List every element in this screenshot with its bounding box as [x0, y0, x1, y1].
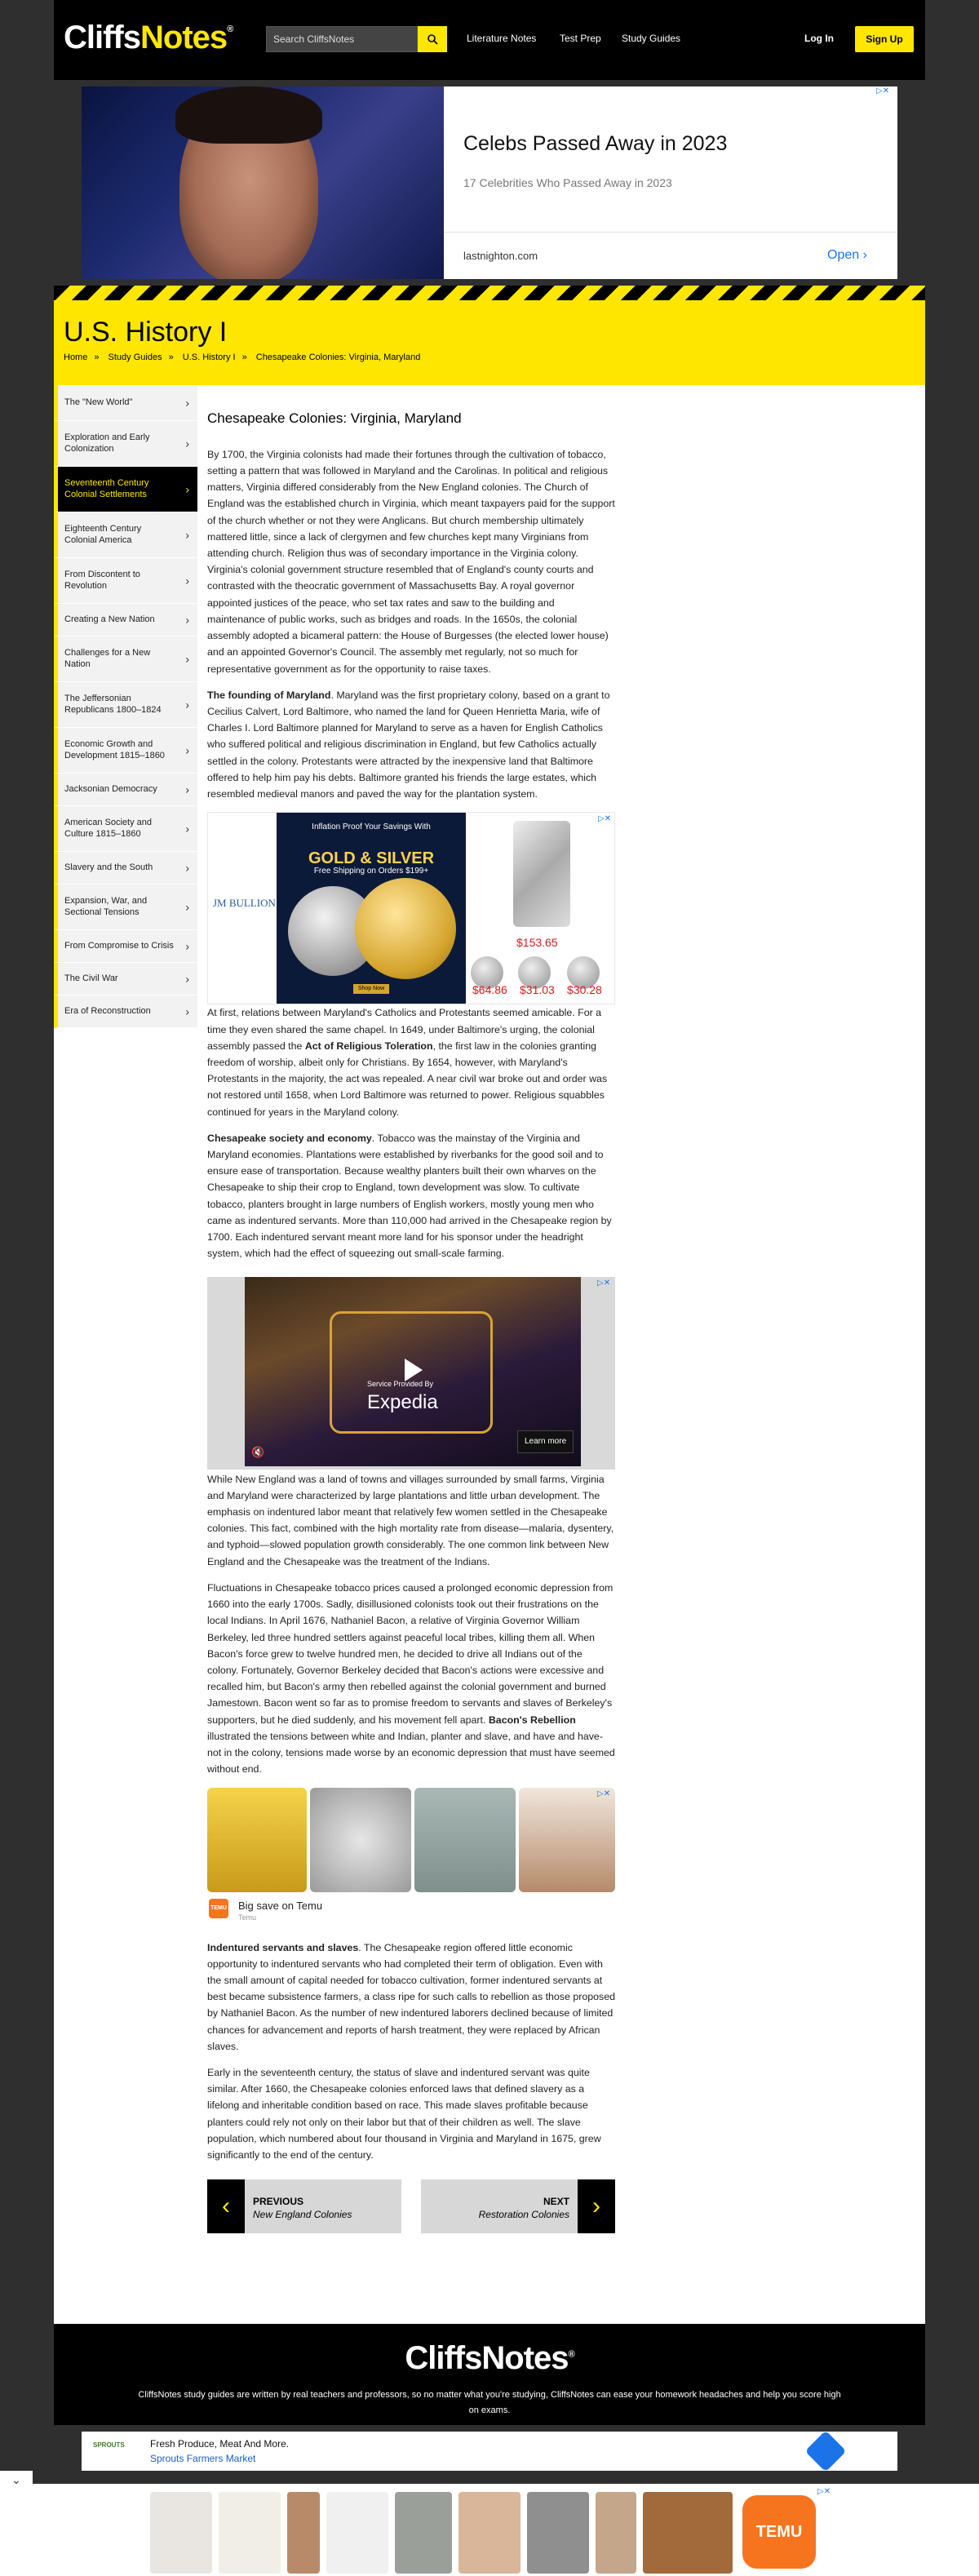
price: $64.86 — [472, 983, 507, 997]
paragraph: While New England was a land of towns and villages surrounded by small farms, Virginia and Maryland were characterized by large plantations and little urban development. The emphasis on indentured labor meant that relatively few women settled in the Chesapeake colonies. This fact, combined with the high mortality rate from disease—malaria, dysentery, and typhoid—slowed population growth considerably. The one common link between New England and the Chesapeake was the treatment of the Indians. — [207, 1473, 614, 1567]
adchoices-icon[interactable]: ▷✕ — [597, 1278, 611, 1288]
sidebar-item-jeffersonian[interactable]: The Jeffersonian Republicans 1800–1824 › — [54, 682, 197, 728]
sidebar-item-new-nation[interactable]: Creating a New Nation › — [54, 604, 197, 636]
price: $31.03 — [520, 983, 555, 997]
site-header — [54, 0, 925, 80]
sidebar-item-american-society[interactable]: American Society and Culture 1815–1860 › — [54, 806, 197, 852]
sidebar-item-expansion[interactable]: Expansion, War, and Sectional Tensions › — [54, 885, 197, 930]
sprouts-ad[interactable] — [82, 2432, 897, 2471]
nav-study-guides[interactable]: Study Guides — [622, 33, 681, 44]
sidebar-item-eighteenth-century[interactable]: Eighteenth Century Colonial America › — [54, 512, 197, 558]
chevron-right-icon: › — [185, 860, 189, 874]
site-footer — [54, 2324, 925, 2425]
ad-open-button[interactable]: Open › — [827, 248, 867, 262]
chevron-right-icon: › — [185, 436, 189, 450]
ad-subhead[interactable]: Sprouts Farmers Market — [150, 2453, 256, 2464]
ad-headline[interactable]: Fresh Produce, Meat And More. — [150, 2438, 290, 2450]
price: $30.28 — [567, 983, 602, 997]
ad-subhead: Temu — [238, 1913, 257, 1922]
chevron-right-icon: › — [185, 1004, 189, 1018]
ad-product-image[interactable] — [458, 2492, 521, 2574]
temu-ad[interactable] — [207, 1788, 615, 1940]
chevron-right-icon: › — [185, 743, 189, 756]
chevron-right-icon: › — [185, 481, 189, 495]
sidebar-item-economic-growth[interactable]: Economic Growth and Development 1815–1860 › — [54, 728, 197, 774]
sidebar-item-slavery[interactable]: Slavery and the South › — [54, 852, 197, 885]
footer-text: CliffsNotes study guides are written by real teachers and professors, so no matter what you're studying, CliffsNotes can ease your homework headaches and help you score high on exams. — [138, 2390, 841, 2415]
breadcrumb-us-history[interactable]: U.S. History I — [182, 352, 236, 362]
ad-product-image[interactable] — [519, 1788, 615, 1892]
hazard-stripe — [54, 286, 925, 300]
price: $153.65 — [516, 936, 558, 950]
ad-brand: JM BULLION — [213, 897, 276, 910]
search-input[interactable]: Search CliffsNotes — [266, 26, 418, 52]
sidebar-item-jacksonian[interactable]: Jacksonian Democracy › — [54, 774, 197, 806]
chevron-right-icon: › — [185, 899, 189, 913]
silver-bar-image — [513, 821, 570, 927]
directions-icon[interactable] — [805, 2431, 847, 2472]
ad-product-image[interactable] — [395, 2492, 452, 2574]
jm-bullion-ad[interactable] — [207, 812, 615, 1004]
adchoices-icon[interactable]: ▷✕ — [598, 814, 612, 824]
chevron-right-icon: › — [185, 971, 189, 985]
collapse-ad-button[interactable] — [0, 2471, 33, 2490]
temu-logo[interactable]: TEMU — [742, 2495, 816, 2569]
top-banner-ad[interactable] — [82, 86, 897, 279]
title-band — [54, 300, 925, 385]
ad-product-image[interactable] — [414, 1788, 516, 1892]
page-title: U.S. History I — [64, 317, 228, 348]
ad-product-image[interactable] — [207, 1788, 307, 1892]
ad-headline[interactable]: Big save on Temu — [238, 1899, 323, 1912]
chevron-right-icon: › — [185, 612, 189, 626]
ad-coin-panel: Inflation Proof Your Savings With GOLD & SILVER Free Shipping on Orders $199+ Shop Now — [277, 813, 466, 1004]
breadcrumb-current[interactable]: Chesapeake Colonies: Virginia, Maryland — [255, 352, 421, 362]
paragraph: Chesapeake society and economy. Tobacco was the mainstay of the Virginia and Maryland economies. Plantations were established by riverbanks for the good soil and to ensure ease of transportation. Because wealthy planters built their own wharves on the Chesapeake to ship their crop to England, town development was slow. To cultivate tobacco, planters brought in large numbers of English workers, mostly young men who came as indentured servants. More than 110,000 had arrived in the Chesapeake region by 1700. Each indentured servant meant more land for his sponsor under the headright system, which had the effect of squeezing out small-scale farming. — [207, 1132, 612, 1260]
chevron-right-icon: › — [185, 573, 189, 587]
chevron-right-icon: › — [185, 395, 189, 409]
chevron-right-icon: › — [578, 2179, 615, 2233]
paragraph: By 1700, the Virginia colonists had made their fortunes through the cultivation of tobacco, setting a pattern that was followed in Maryland and the Carolinas. In political and religious matters, Virginia differed considerably from the New England colonies. The Church of England was the established church in Virginia, which meant taxpayers paid for the support of the church whether or not they were Anglicans. But church membership ultimately mattered little, since a lack of clergymen and few churches kept many Virginians from attending church. Religion thus was of secondary importance in the Virginia colony. — [207, 448, 615, 560]
mute-icon[interactable]: 🔇 — [251, 1445, 265, 1458]
breadcrumb: Home » Study Guides » U.S. History I » Chesapeake Colonies: Virginia, Maryland — [64, 352, 421, 362]
paragraph: The founding of Maryland. Maryland was the first proprietary colony, based on a grant to Cecilius Calvert, Lord Baltimore, who named the land for Queen Henrietta Maria, wife of Charles I. Lord Baltimore planned for Maryland to serve as a haven for English Catholics who suffered political and religious discrimination in England, but few Catholics actually settled in the colony. Protestants were attracted by the inexpensive land that Baltimore offered to help him pay his debts. Baltimore granted his friends the large estates, which resembled medieval manors and paved the way for the plantation system. — [207, 689, 610, 800]
ad-product-image[interactable] — [150, 2492, 212, 2574]
sidebar-item-reconstruction[interactable]: Era of Reconstruction › — [54, 995, 197, 1028]
sidebar-item-compromise[interactable]: From Compromise to Crisis › — [54, 930, 197, 963]
chevron-right-icon: › — [185, 651, 189, 665]
ad-product-image[interactable] — [310, 1788, 411, 1892]
sidebar-item-seventeenth-century[interactable]: Seventeenth Century Colonial Settlements › — [54, 467, 197, 512]
site-logo[interactable]: CliffsNotes® — [64, 20, 233, 55]
search-button[interactable] — [418, 26, 447, 52]
chevron-left-icon: ‹ — [207, 2179, 245, 2233]
expedia-video-ad[interactable] — [207, 1277, 615, 1470]
paragraph: Indentured servants and slaves. The Chesapeake region offered little economic opportunity to indentured servants who had completed their term of obligation. Even with the small amount of capital needed for tobacco cultivation, former indentured servants at best became subsistence farmers, a class ripe for such calls to rebellion as those proposed by Nathaniel Bacon. As the number of new indentured laborers declined because of limited chances for advancement and reports of harsh treatment, they were replaced by African slaves. — [207, 1941, 616, 2052]
paragraph: Fluctuations in Chesapeake tobacco prices caused a prolonged economic depression from 1660 into the early 1700s. Sadly, disillusioned colonists took out their frustrations on the local Indians. In April 1676, Nathaniel Bacon, a relative of Virginia Governor William Berkeley, led three hundred settlers against peaceful local tribes, killing them all. When Bacon's force grew to twelve hundred men, he decided to drive all Indians out of the colony. Fortunately, Governor Berkeley decided that Bacon's actions were excessive and recalled him, but Bacon's army then rebelled against the colonial government and burned Jamestown. Bacon went so far as to promise freedom to servants and slaves of Berkeley's supporters, but he died suddenly, and his movement fell apart. Bacon's Rebellion illustrated the tensions between white and Indian, planter and slave, and have and have-not in the colony, tensions made worse by an economic depression that must have seemed without end. — [207, 1581, 615, 1776]
signup-button[interactable]: Sign Up — [855, 26, 914, 52]
breadcrumb-study-guides[interactable]: Study Guides — [108, 352, 162, 362]
learn-more-button[interactable]: Learn more — [517, 1430, 574, 1453]
ad-site: lastnighton.com — [463, 250, 538, 262]
adchoices-icon[interactable]: ▷✕ — [817, 2487, 831, 2496]
chevron-right-icon: › — [185, 938, 189, 952]
bottom-anchor-ad[interactable] — [0, 2484, 979, 2576]
ad-headline[interactable]: Celebs Passed Away in 2023 — [463, 132, 728, 155]
ad-subhead: 17 Celebrities Who Passed Away in 2023 — [463, 176, 672, 189]
ad-photo — [82, 86, 444, 279]
article — [207, 385, 615, 2233]
sprouts-logo: SPROUTS — [93, 2441, 125, 2449]
footer-logo[interactable]: CliffsNotes® — [405, 2340, 574, 2376]
expedia-logo: Expedia — [367, 1390, 438, 1413]
prev-next-nav — [207, 2179, 615, 2233]
previous-button[interactable]: ‹ PREVIOUS New England Colonies — [207, 2179, 401, 2233]
paragraph: Virginia's colonial government structure resembled that of England's county courts and contrasted with the theocratic government of Massachusetts Bay. A royal governor appointed justices of the peace, who set tax rates and saw to the building and maintenance of public works, such as bridges and roads. In the 1650s, the colonial assembly adopted a bicameral pattern: the House of Burgesses (the elected lower house) and an appointed Governor's Council. The assembly met regularly, not so much for representative government as for the opportunity to raise taxes. — [207, 564, 609, 675]
breadcrumb-home[interactable]: Home — [64, 352, 88, 362]
ad-product-image[interactable] — [527, 2492, 589, 2574]
sidebar-item-exploration[interactable]: Exploration and Early Colonization › — [54, 421, 197, 467]
ad-product-image[interactable] — [219, 2492, 281, 2574]
login-link[interactable]: Log In — [804, 33, 834, 44]
article-heading: Chesapeake Colonies: Virginia, Maryland — [207, 410, 462, 426]
chevron-down-icon: ⌄ — [11, 2473, 21, 2486]
page-body — [54, 385, 925, 2324]
chevron-right-icon: › — [185, 782, 189, 796]
shop-now-button[interactable]: Shop Now — [353, 984, 389, 994]
video-player[interactable]: Service Provided By Expedia Learn more 🔇 — [245, 1277, 581, 1466]
sidebar-item-discontent[interactable]: From Discontent to Revolution › — [54, 558, 197, 604]
chevron-right-icon: › — [862, 248, 867, 262]
nav-test-prep[interactable]: Test Prep — [560, 33, 601, 44]
chevron-right-icon: › — [185, 821, 189, 835]
chevron-right-icon: › — [185, 697, 189, 711]
search-icon — [427, 33, 438, 45]
ad-product-image[interactable] — [326, 2492, 388, 2574]
chevron-right-icon: › — [185, 527, 189, 541]
temu-logo: TEMU — [209, 1899, 228, 1918]
ad-product-image[interactable] — [596, 2492, 636, 2574]
sidebar-item-new-world[interactable]: The "New World" › — [54, 385, 197, 421]
nav-literature-notes[interactable]: Literature Notes — [467, 33, 537, 44]
adchoices-icon[interactable]: ▷✕ — [876, 86, 890, 95]
sidebar — [54, 385, 197, 1028]
sidebar-item-civil-war[interactable]: The Civil War › — [54, 963, 197, 995]
ad-product-image[interactable] — [287, 2492, 320, 2574]
next-button[interactable]: › NEXT Restoration Colonies — [421, 2179, 615, 2233]
sidebar-item-challenges[interactable]: Challenges for a New Nation › — [54, 636, 197, 682]
adchoices-icon[interactable]: ▷✕ — [597, 1789, 611, 1798]
ad-product-image[interactable] — [643, 2492, 733, 2574]
paragraph: At first, relations between Maryland's Catholics and Protestants seemed amicable. For a time they even shared the same chapel. In 1649, under Baltimore's urging, the colonial assembly passed the Act of Religious Toleration, the first law in the colonies granting freedom of worship, albeit only for Christians. By 1654, however, with Maryland's Protestants in the majority, the act was repealed. A near civil war broke out and order was not restored until 1658, when Lord Baltimore was returned to power. Religious squabbles continued for years in the Maryland colony. — [207, 1007, 608, 1118]
paragraph: Early in the seventeenth century, the status of slave and indentured servant was quite similar. After 1660, the Chesapeake colonies enforced laws that defined slavery as a lifelong and inheritable condition based on race. This made slaves profitable because planters could rely not only on their labor but that of their children as well. The slave population, which numbered about four thousand in Virginia and Maryland in 1675, grew significantly to the end of the century. — [207, 2067, 601, 2161]
